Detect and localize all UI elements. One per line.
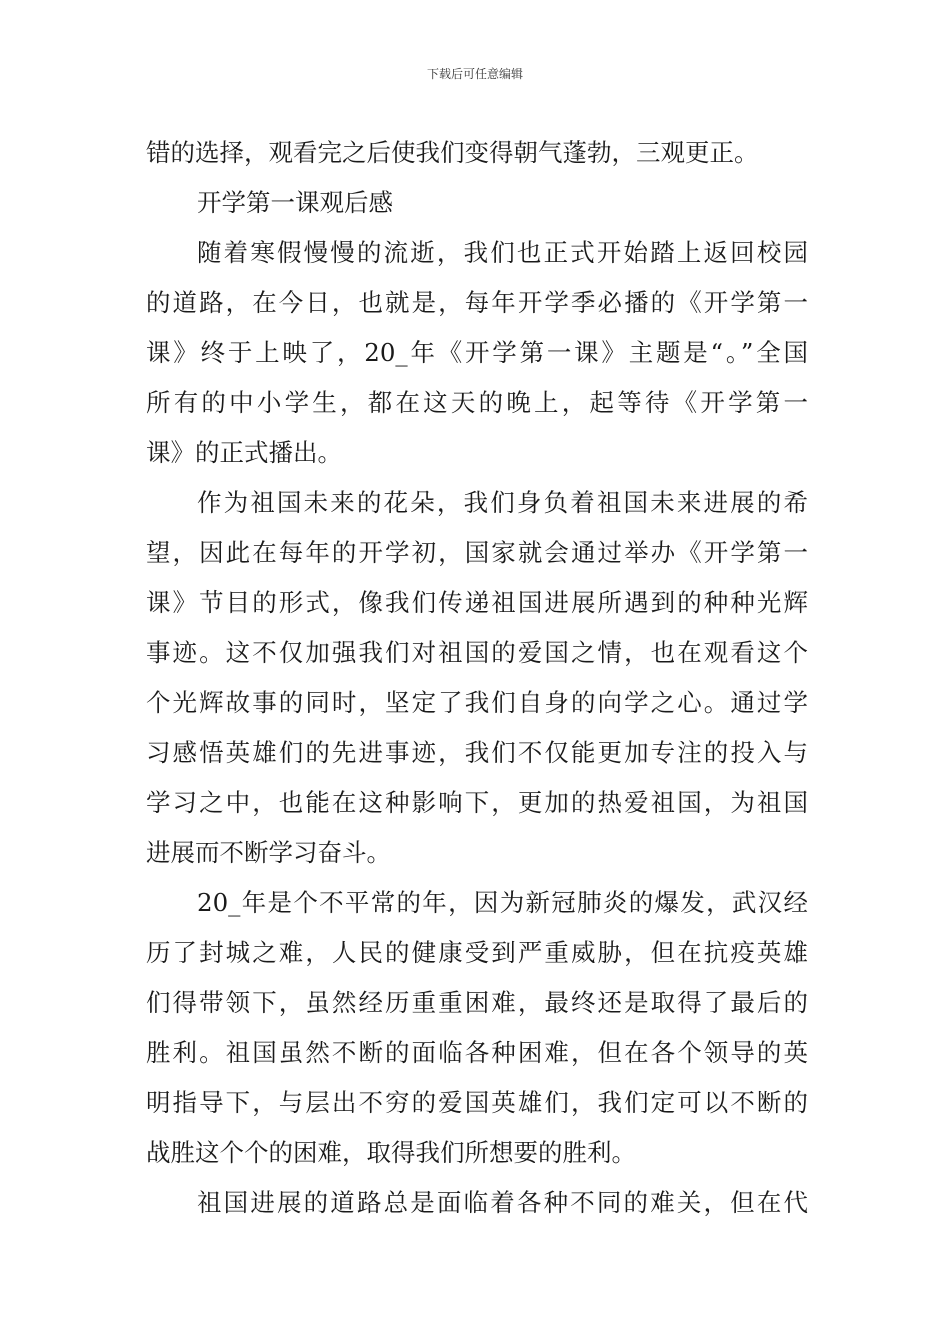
text-line-3: 随着寒假慢慢的流逝，我们也正式开始踏上返回校园 [197, 238, 808, 267]
text-line-20: 明指导下，与层出不穷的爱国英雄们，我们定可以不断的 [146, 1088, 808, 1117]
text-line-21: 战胜这个个的困难，取得我们所想要的胜利。 [146, 1138, 636, 1167]
text-line-16: 20_年是个不平常的年，因为新冠肺炎的爆发，武汉经 [197, 888, 808, 917]
text-line-12: 个光辉故事的同时，坚定了我们自身的向学之心。通过学 [146, 688, 808, 717]
text-line-7: 课》的正式播出。 [146, 438, 342, 467]
text-line-5: 课》终于上映了，20_年《开学第一课》主题是“。”全国 [146, 338, 808, 367]
text-line-18: 们得带领下，虽然经历重重困难，最终还是取得了最后的 [146, 988, 808, 1017]
text-line-1: 错的选择，观看完之后使我们变得朝气蓬勃，三观更正。 [146, 138, 759, 167]
text-line-17: 历了封城之难，人民的健康受到严重威胁，但在抗疫英雄 [146, 938, 808, 967]
page-header: 下载后可任意编辑 [426, 67, 523, 81]
section-heading: 开学第一课观后感 [197, 188, 393, 217]
document-body [146, 128, 808, 1228]
text-line-22: 祖国进展的道路总是面临着各种不同的难关，但在代 [197, 1188, 808, 1217]
text-line-8: 作为祖国未来的花朵，我们身负着祖国未来进展的希 [197, 488, 808, 517]
text-line-9: 望，因此在每年的开学初，国家就会通过举办《开学第一 [146, 538, 808, 567]
text-line-19: 胜利。祖国虽然不断的面临各种困难，但在各个领导的英 [146, 1038, 808, 1067]
text-line-6: 所有的中小学生，都在这天的晚上，起等待《开学第一 [146, 388, 808, 417]
text-line-4: 的道路，在今日，也就是，每年开学季必播的《开学第一 [146, 288, 808, 317]
text-line-10: 课》节目的形式，像我们传递祖国进展所遇到的种种光辉 [146, 588, 808, 617]
text-line-15: 进展而不断学习奋斗。 [146, 838, 391, 867]
text-line-14: 学习之中，也能在这种影响下，更加的热爱祖国，为祖国 [146, 788, 808, 817]
text-line-13: 习感悟英雄们的先进事迹，我们不仅能更加专注的投入与 [146, 738, 808, 767]
text-line-11: 事迹。这不仅加强我们对祖国的爱国之情，也在观看这个 [146, 638, 808, 667]
